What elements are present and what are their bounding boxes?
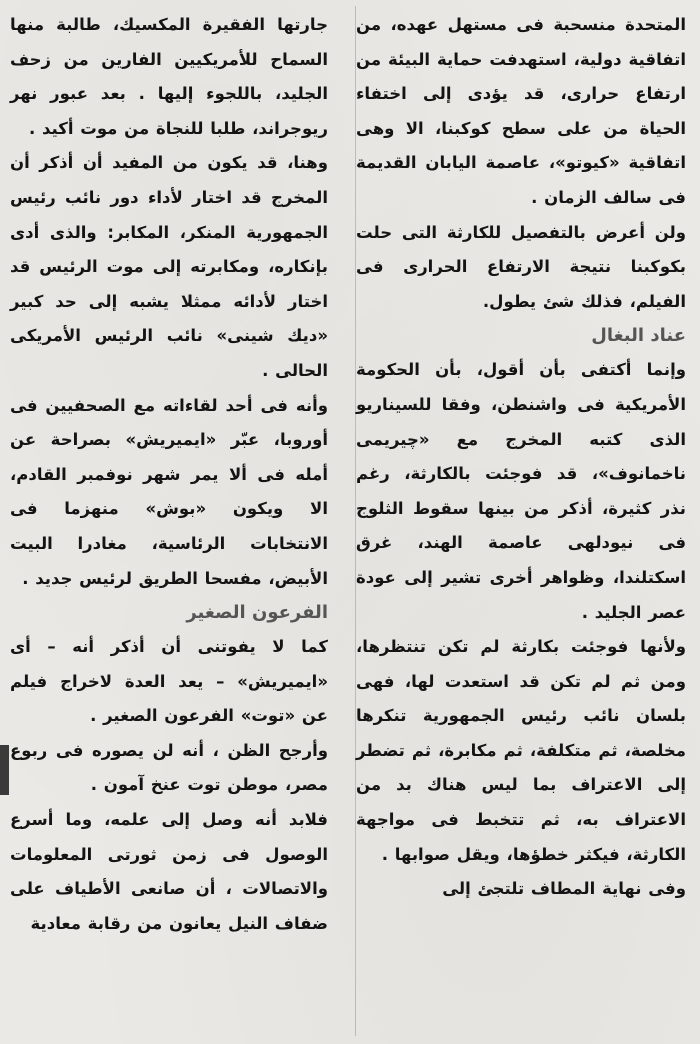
article-paragraph: وإنما أكتفى بأن أقول، بأن الحكومة الأمريكية فى واشنطن، وفقا للسيناريو الذى كتبه المخرج مع «چيريمى ناخمانوف»، قد فوجئت بالكارثة، رغم نذر كثيرة، أذكر من بينها سقوط الثلوج فى نيودلهى عاصمة الهند، غرق اسكتلندا، وظواهر أخرى تشير إلى عودة عصر الجليد .	[356, 360, 686, 622]
article-right-column	[356, 8, 686, 907]
article-paragraph: كما لا يفوتنى أن أذكر أنه – أى «ايميريش» – يعد العدة لاخراج فيلم عن «توت» الفرعون الصغير .	[10, 637, 328, 726]
article-paragraph: وأنه فى أحد لقاءاته مع الصحفيين فى أوروبا، عبّر «ايميريش» بصراحة عن أمله فى ألا يمر شهر نوفمبر القادم، الا ويكون «بوش» منهزما فى الانتخابات الرئاسية، مغادرا البيت الأبيض، مفسحا الطريق لرئيس جديد .	[10, 395, 328, 588]
article-paragraph: وفى نهاية المطاف تلتجئ إلى	[442, 879, 686, 899]
section-subheading: الفرعون الصغير	[186, 602, 328, 624]
article-paragraph: ولن أعرض بالتفصيل للكارثة التى حلت بكوكبنا نتيجة الارتفاع الحرارى فى الفيلم، فذلك شئ يطول.	[356, 222, 686, 311]
article-paragraph: فلابد أنه وصل إلى علمه، وما أسرع الوصول فى زمن ثورتى المعلومات والاتصالات ، أن صانعى الأطياف على ضفاف النيل يعانون من رقابة معادية	[10, 810, 328, 933]
article-paragraph: وأرجح الظن ، أنه لن يصوره فى ربوع مصر، موطن توت عنخ آمون .	[10, 740, 328, 795]
section-subheading: عناد البغال	[591, 325, 686, 347]
article-paragraph: جارتها الفقيرة المكسيك، طالبة منها السماح للأمريكيين الفارين من زحف الجليد، باللجوء إليها . بعد عبور نهر ريوجراند، طلبا للنجاة من موت أكيد .	[10, 15, 328, 138]
article-left-column	[10, 8, 328, 941]
article-paragraph: وهنا، قد يكون من المفيد أن أذكر أن المخرج قد اختار لأداء دور نائب رئيس الجمهورية المنكر، المكابر: والذى أدى بإنكاره، ومكابرته إلى موت الرئيس قد اختار لأدائه ممثلا يشبه إلى حد كبير «ديك شينى» نائب الرئيس الأمريكى الحالى .	[10, 153, 328, 380]
article-paragraph: المتحدة منسحبة فى مستهل عهده، من اتفاقية دولية، استهدفت حماية البيئة من ارتفاع حرارى، قد يؤدى إلى اختفاء الحياة من على سطح كوكبنا، الا وهى اتفاقية «كيوتو»، عاصمة اليابان القديمة فى سالف الزمان .	[356, 15, 686, 207]
page-edge-mark	[0, 745, 9, 795]
article-paragraph: ولأنها فوجئت بكارثة لم تكن تنتظرها، ومن ثم لم تكن قد استعدت لها، فهى بلسان نائب رئيس الجمهورية تنكرها مخلصة، ثم متكلفة، ثم مكابرة، ثم تضطر إلى الاعتراف بما ليس هناك بد من الاعتراف به، ثم تتخبط فى مواجهة الكارثة، فيكثر خطؤها، ويقل صوابها .	[356, 637, 686, 864]
